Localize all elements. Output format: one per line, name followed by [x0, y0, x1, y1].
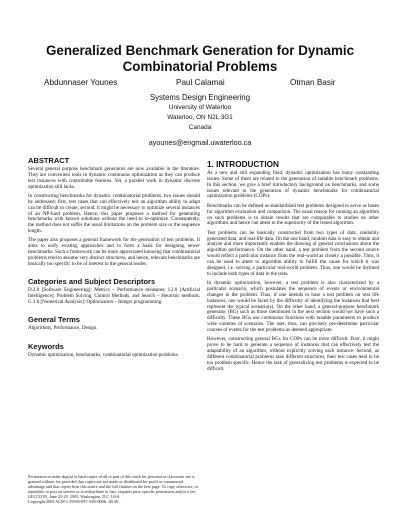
introduction-paragraph: Test problems can be basically constructed from two types of data: randomly generated data, and real-life data. On the one hand, random data is easy to obtain and analyze and more importantly enables the drawing of general conclusions about the algorithm performance. On the other hand, a test problem from the second source would reflect a particular instance from the real-world as closely a possible. Thus, it can be used to attest to algorithm ability to fulfill the cause for which it was designed, i.e. solving a particular real-world problem. Thus, one would be inclined to include both types of data in the tests. — [207, 229, 379, 277]
abstract-heading: ABSTRACT — [28, 156, 70, 165]
abstract-paragraph: The paper also proposes a general framework for the generation of test problems. It aims to unify existing approaches and to form a basis for designing newer benchmarks. Such a framework can be more appreciated knowing that combinatorial problems tend to assume very distinct structures, and hence, relevant benchmarks are basically too specific to be of interest to the general reader. — [28, 237, 200, 267]
general-terms-heading: General Terms — [28, 315, 80, 325]
affiliation-lab: Systems Design Engineering — [149, 93, 251, 102]
introduction-paragraph: In dynamic optimization, however, a test problem is also characterized by a particular scenario, which postulates the sequence of events or environmental changes in the problem. Thus, if one intends to base a test problem on real life instances, one would be faced by the difficulty of identifying the instances that best represent the typical scenario(s). On the other hand, a general-purpose benchmark generator (BG) such as those mentioned in the next section would not have such a difficulty. These BGs use continuous functions with tunable parameters to produce wide varieties of scenarios. The user, thus, can precisely pre-determine particular courses of events for the test problems as deemed appropriate. — [207, 280, 379, 333]
left-column — [28, 156, 200, 362]
categories-heading: Categories and Subject Descriptors — [28, 277, 156, 287]
categories-text: D.2.8 [Software Engineering]: Metrics – Performance measures; I.2.8 [Artificial Intelligence]: Problem Solving, Control Methods, and Search – Heuristic methods; G.1.6 [Numerical Analysis]: Optimization – Integer programming. — [28, 287, 200, 305]
general-terms-text: Algorithms, Performance, Design. — [28, 325, 98, 332]
author-name: Paul Calamai — [176, 78, 225, 87]
keywords-text: Dynamic optimization, benchmarks, combinatorial optimization problems. — [28, 351, 179, 358]
author-list — [0, 78, 400, 90]
keywords-heading: Keywords — [28, 341, 64, 351]
abstract-paragraph: In constructing benchmarks for dynamic combinatorial problems, two issues should be addressed: first, test cases that can effectively test an algorithm ability to adapt can be difficult to create; second, it might be necessary to optimize several instances of an NP-hard problem. Hence, this paper proposes a method for generating benchmarks with known solutions without the need to re-optimize. Consequently, the method does not suffer the usual limitations on the problem size or the sequence length. — [28, 192, 200, 235]
paper-title: Generalized Benchmark Generation for Dynamic Combinatorial Problems — [45, 43, 355, 74]
introduction-paragraph: As a new and still expanding field, dynamic optimization has many outstanding issues. Some of them are related to the generation of suitable benchmark problems. In this section, we give a brief introductory background on benchmarks, and some issues relevant to the generation of dynamic benchmarks for combinatorial optimization problems (COPs). — [207, 170, 379, 200]
affiliation-university: University of Waterloo — [168, 104, 232, 111]
copyright-venue: GECCO'05, June 25-29, 2005, Washington, D.C. USA. — [28, 494, 121, 500]
author-email: ayounes@engmail.uwaterloo.ca — [148, 138, 252, 148]
author-name: Otman Basir — [290, 78, 336, 87]
copyright-notice — [28, 474, 200, 505]
affiliation-city: Waterloo, ON N2L 3G1 — [167, 113, 233, 121]
introduction-heading: 1. INTRODUCTION — [207, 160, 279, 169]
affiliation-block — [0, 92, 400, 148]
copyright-permission: Permission to make digital or hard copies of all or part of this work for personal or classroom use is granted without fee provided that copies are not made or distributed for profit or commercial advantage and that copies bear this notice and the full citation on the first page. To copy otherwise, or republish, to post on servers or to redistribute to lists, requires prior specific permission and/or a fee. — [28, 474, 199, 495]
introduction-paragraph: Benchmarks can be defined as standardized test problems designed to serve as bases for algorithm evaluation and comparison. The usual reason for running an algorithm on such problems is to obtain results that are comparable to studies on other algorithms and hence can attest to the superiority of the tested algorithm. — [207, 202, 379, 227]
affiliation-country: Canada — [188, 123, 212, 131]
introduction-paragraph: However, constructing general BGs for COPs can be more difficult. First, it might prove to be hard to generate a sequence of instances that can effectively test the adaptability of an algorithm, without explicitly solving each instance. Second, as different combinatorial problems take different structures, their test cases tend to be too problem specific. Hence the task of generalizing test problems is expected to be difficult. — [207, 336, 379, 372]
right-column — [207, 160, 379, 376]
copyright-acm: Copyright 2005 ACM 1-59593-097-3/05/0006...$5.00. — [28, 499, 120, 505]
abstract-paragraph: Several general purpose benchmark generators are now available in the literature. They are convenient tools in dynamic continuous optimization as they can produce test instances with controllable features. Yet, a parallel work in dynamic discrete optimization still lacks. — [28, 166, 200, 190]
author-name: Abdunnaser Younes — [44, 78, 118, 87]
